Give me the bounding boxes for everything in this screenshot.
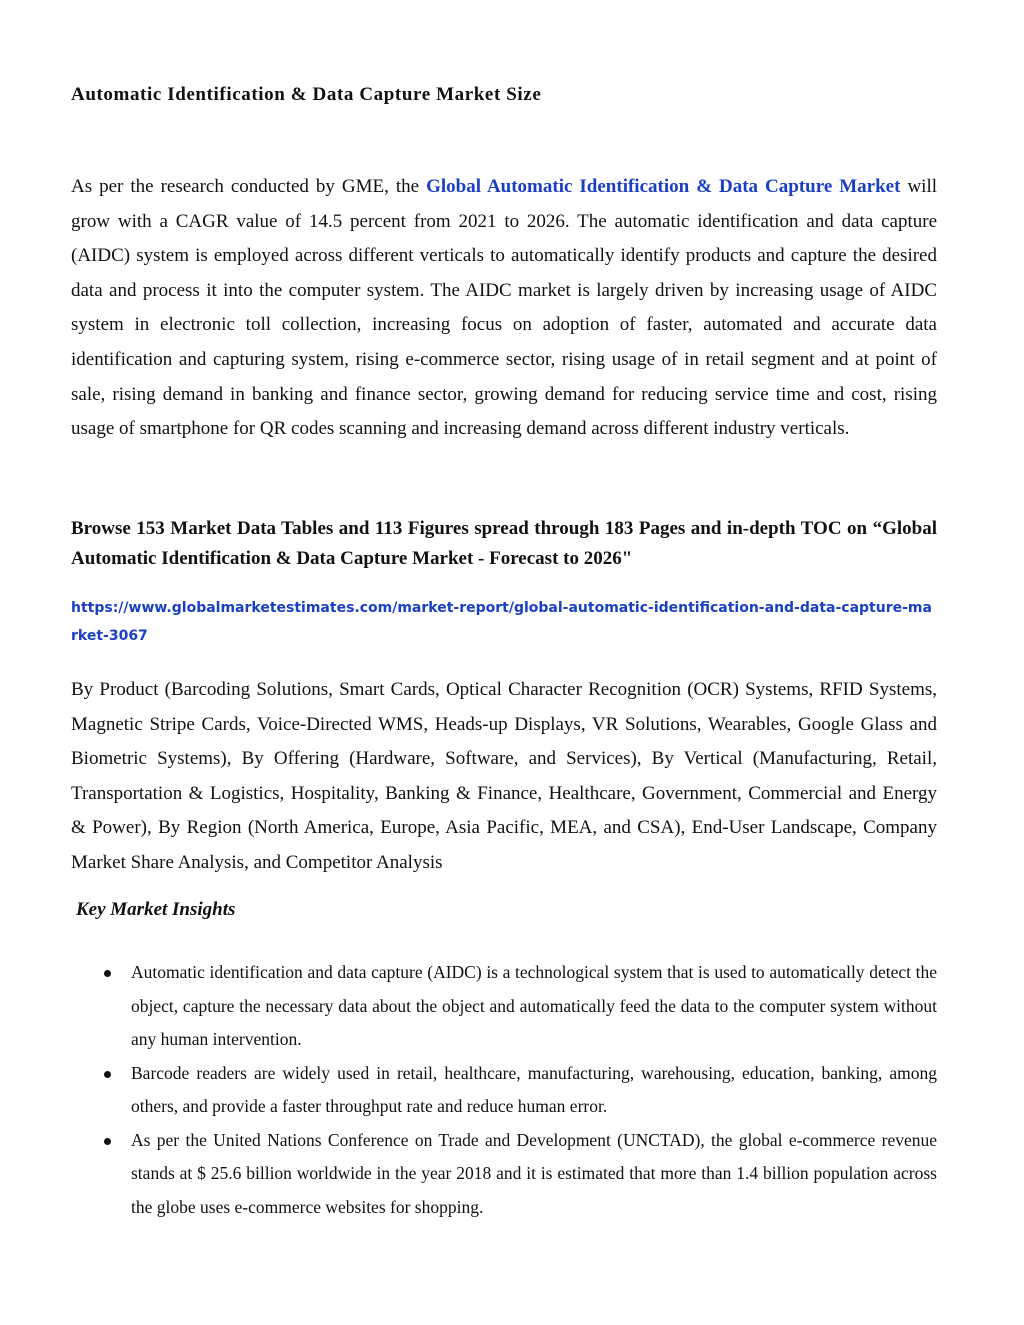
- browse-statement: Browse 153 Market Data Tables and 113 Figures spread through 183 Pages and in-depth TOC on “Global Automatic Identification & Data Capture Market - Forecast to 2026": [71, 518, 937, 569]
- insight-text: Automatic identification and data capture (AIDC) is a technological system that is used to automatically detect the object, capture the necessary data about the object and automatically feed the data to the computer system without any human intervention.: [131, 962, 937, 1049]
- insight-item: [71, 1057, 937, 1124]
- insight-text: As per the United Nations Conference on Trade and Development (UNCTAD), the global e-commerce revenue stands at $ 25.6 billion worldwide in the year 2018 and it is estimated that more than 1.4 billion population across the globe uses e-commerce websites for shopping.: [131, 1129, 937, 1217]
- bullet-icon: [104, 970, 111, 977]
- document-title: Automatic Identification & Data Capture Market Size: [71, 84, 542, 105]
- insights-list: [71, 956, 937, 1224]
- report-link[interactable]: https://www.globalmarketestimates.com/market-report/global-automatic-identification-and-data-capture-market-3067: [71, 600, 932, 644]
- insight-item: [71, 956, 937, 1057]
- intro-prefix: As per the research conducted by GME, the: [71, 176, 427, 197]
- intro-paragraph: [71, 170, 937, 447]
- key-insights-heading: Key Market Insights: [76, 899, 236, 920]
- segments-paragraph: By Product (Barcoding Solutions, Smart Cards, Optical Character Recognition (OCR) Systems, RFID Systems, Magnetic Stripe Cards, Voice-Directed WMS, Heads-up Displays, VR Solutions, Wearables, Google Glass and Biometric Systems), By Offering (Hardware, Software, and Services), By Vertical (Manufacturing, Retail, Transportation & Logistics, Hospitality, Banking & Finance, Healthcare, Government, Commercial and Energy & Power), By Region (North America, Europe, Asia Pacific, MEA, and CSA), End-User Landscape, Company Market Share Analysis, and Competitor Analysis: [71, 679, 937, 873]
- bullet-icon: [104, 1138, 111, 1145]
- market-name-highlight: Global Automatic Identification & Data Capture Market: [426, 176, 901, 197]
- insight-text: Barcode readers are widely used in retail, healthcare, manufacturing, warehousing, education, banking, among others, and provide a faster throughput rate and reduce human error.: [131, 1062, 937, 1116]
- intro-body: will grow with a CAGR value of 14.5 percent from 2021 to 2026. The automatic identification and data capture (AIDC) system is employed across different verticals to automatically identify products and capture the desired data and process it into the computer system. The AIDC market is largely driven by increasing usage of AIDC system in electronic toll collection, increasing focus on adoption of faster, automated and accurate data identification and capturing system, rising e-commerce sector, rising usage of in retail segment and at point of sale, rising demand in banking and finance sector, growing demand for reducing service time and cost, rising usage of smartphone for QR codes scanning and increasing demand across different industry verticals.: [71, 176, 938, 440]
- bullet-icon: [104, 1071, 111, 1078]
- insight-item: [71, 1124, 937, 1225]
